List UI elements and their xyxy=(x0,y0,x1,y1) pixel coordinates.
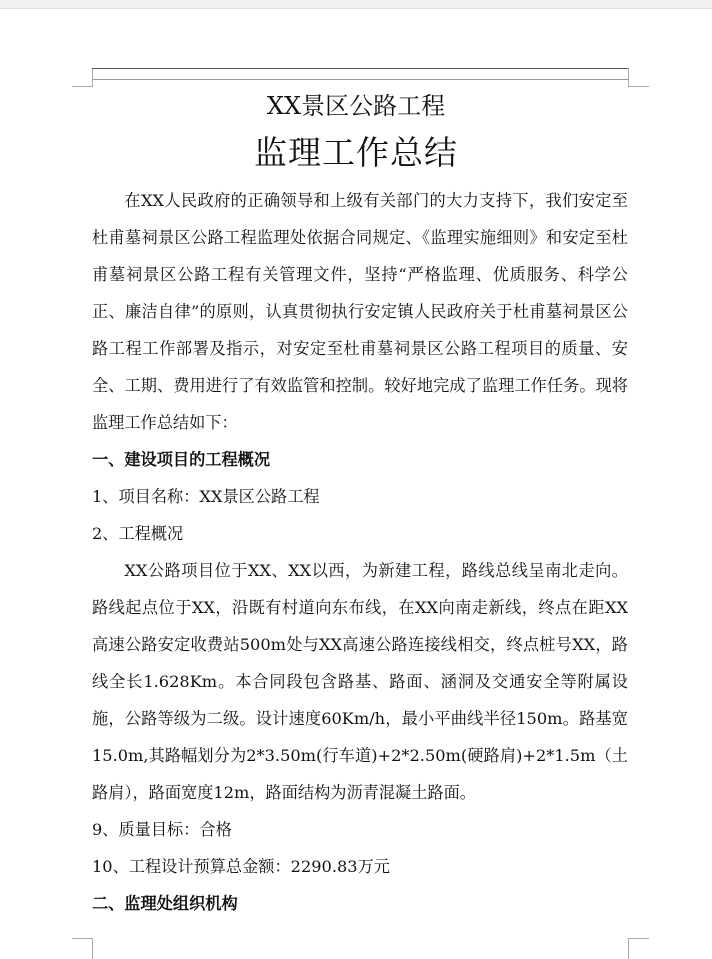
section-heading-organization: 二、监理处组织机构 xyxy=(92,894,238,913)
document-title-line1: XX景区公路工程 xyxy=(266,92,446,120)
top-toolbar-strip xyxy=(0,0,712,9)
header-double-rule xyxy=(92,68,628,80)
document-title-line2: 监理工作总结 xyxy=(254,133,458,172)
list-item-project-name: 1、项目名称：XX景区公路工程 xyxy=(92,487,320,506)
section-heading-project-overview: 一、建设项目的工程概况 xyxy=(92,450,271,469)
page-corner-mark-bottom-right xyxy=(628,938,649,959)
list-item-budget: 10、工程设计预算总金额：2290.83万元 xyxy=(92,857,390,876)
overview-paragraph: XX公路项目位于XX、XX以西，为新建工程，路线总线呈南北走向。路线起点位于XX，沿既有村道向东布线，在XX向南走新线，终点在距XX高速公路安定收费站500m处与XX高速公路连接线相交，终点桩号XX，路线全长1.628Km。本合同段包含路基、路面、涵洞及交通安全等附属设施，公路等级为二级。设计速度60Km/h，最小平曲线半径150m。路基宽15.0m,其路幅划分为2*3.50m(行车道)+2*2.50m(硬路肩)+2*1.5m（土路肩），路面宽度12m，路面结构为沥青混凝土路面。 xyxy=(92,561,628,802)
page-corner-mark-top-right xyxy=(628,68,649,87)
page-corner-mark-top-left xyxy=(72,68,93,87)
page-corner-mark-bottom-left xyxy=(72,938,93,959)
list-item-project-overview: 2、工程概况 xyxy=(92,524,184,543)
list-item-quality-target: 9、质量目标：合格 xyxy=(92,820,232,839)
document-body xyxy=(92,182,628,922)
intro-paragraph: 在XX人民政府的正确领导和上级有关部门的大力支持下，我们安定至杜甫墓祠景区公路工程监理处依据合同规定、《监理实施细则》和安定至杜甫墓祠景区公路工程有关管理文件，坚持“严格监理、优质服务、科学公正、廉洁自律”的原则，认真贯彻执行安定镇人民政府关于杜甫墓祠景区公路工程工作部署及指示，对安定至杜甫墓祠景区公路工程项目的质量、安全、工期、费用进行了有效监管和控制。较好地完成了监理工作任务。现将监理工作总结如下： xyxy=(92,191,628,432)
